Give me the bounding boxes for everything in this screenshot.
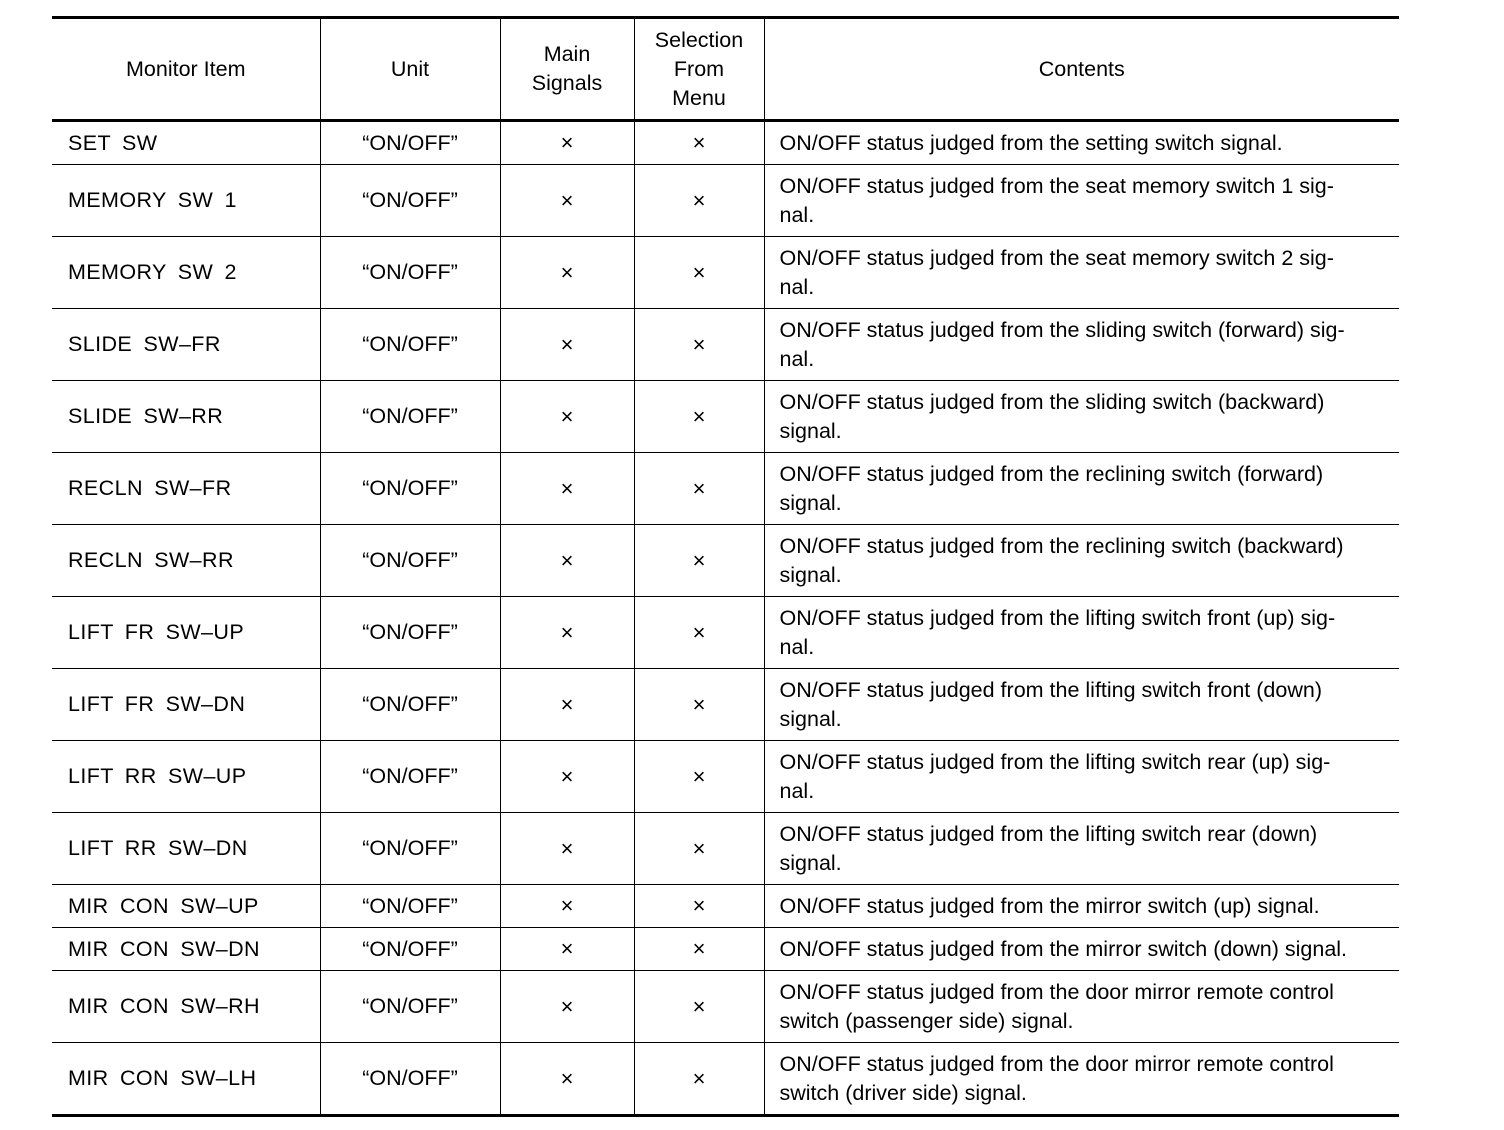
main-signals-cell	[500, 1043, 634, 1116]
selection-from-menu-cell	[634, 597, 764, 669]
contents-cell	[764, 813, 1399, 885]
contents-line: switch (driver side) signal.	[779, 1080, 1027, 1105]
cross-mark-icon: ×	[560, 403, 574, 429]
cross-mark-icon: ×	[692, 835, 706, 861]
main-signals-cell	[500, 813, 634, 885]
contents-line: ON/OFF status judged from the lifting switch rear (up) sig-	[779, 749, 1331, 774]
contents-line: signal.	[779, 490, 842, 515]
header-unit: Unit	[320, 18, 500, 121]
table-row	[52, 381, 1399, 453]
header-selection-line: Selection	[654, 27, 744, 52]
contents-line: nal.	[779, 274, 815, 299]
contents-line: signal.	[779, 706, 842, 731]
header-main-signals-line: Signals	[531, 71, 603, 95]
unit-cell: “ON/OFF”	[320, 971, 500, 1043]
contents-cell	[764, 121, 1399, 165]
main-signals-cell	[500, 165, 634, 237]
contents-line: nal.	[779, 778, 815, 803]
monitor-item-cell: RECLN SW–RR	[52, 525, 320, 597]
table-row	[52, 165, 1399, 237]
cross-mark-icon: ×	[692, 1065, 706, 1091]
table-row	[52, 928, 1399, 971]
main-signals-cell	[500, 121, 634, 165]
table-row	[52, 237, 1399, 309]
header-selection-from-menu	[634, 18, 764, 121]
cross-mark-icon: ×	[560, 893, 574, 918]
cross-mark-icon: ×	[692, 130, 706, 155]
table-row	[52, 453, 1399, 525]
cross-mark-icon: ×	[560, 993, 574, 1019]
contents-line: ON/OFF status judged from the lifting switch front (down)	[779, 677, 1322, 702]
unit-cell: “ON/OFF”	[320, 237, 500, 309]
contents-cell	[764, 309, 1399, 381]
header-main-signals-line: Main	[543, 42, 591, 66]
table-row	[52, 669, 1399, 741]
monitor-item-cell: MEMORY SW 2	[52, 237, 320, 309]
contents-line: ON/OFF status judged from the door mirror remote control	[779, 979, 1334, 1004]
cross-mark-icon: ×	[560, 547, 574, 573]
cross-mark-icon: ×	[560, 259, 574, 285]
header-contents: Contents	[764, 18, 1399, 121]
contents-line: ON/OFF status judged from the reclining switch (forward)	[779, 461, 1324, 486]
main-signals-cell	[500, 237, 634, 309]
cross-mark-icon: ×	[560, 619, 574, 645]
selection-from-menu-cell	[634, 121, 764, 165]
unit-cell: “ON/OFF”	[320, 309, 500, 381]
unit-cell: “ON/OFF”	[320, 741, 500, 813]
monitor-item-cell: LIFT RR SW–UP	[52, 741, 320, 813]
monitor-item-cell: LIFT RR SW–DN	[52, 813, 320, 885]
table-row	[52, 121, 1399, 165]
unit-cell: “ON/OFF”	[320, 1043, 500, 1116]
selection-from-menu-cell	[634, 165, 764, 237]
contents-cell	[764, 453, 1399, 525]
contents-line: ON/OFF status judged from the door mirror remote control	[779, 1051, 1334, 1076]
table-row	[52, 309, 1399, 381]
cross-mark-icon: ×	[692, 259, 706, 285]
contents-cell	[764, 525, 1399, 597]
unit-cell: “ON/OFF”	[320, 885, 500, 928]
contents-cell	[764, 885, 1399, 928]
contents-line: ON/OFF status judged from the sliding switch (backward)	[779, 389, 1325, 414]
selection-from-menu-cell	[634, 885, 764, 928]
contents-line: nal.	[779, 346, 815, 371]
monitor-item-cell: SET SW	[52, 121, 320, 165]
cross-mark-icon: ×	[560, 331, 574, 357]
main-signals-cell	[500, 525, 634, 597]
table-row	[52, 813, 1399, 885]
monitor-item-cell: MIR CON SW–DN	[52, 928, 320, 971]
monitor-item-cell: MEMORY SW 1	[52, 165, 320, 237]
contents-cell	[764, 669, 1399, 741]
main-signals-cell	[500, 885, 634, 928]
cross-mark-icon: ×	[692, 547, 706, 573]
header-selection-line: From	[673, 56, 725, 81]
contents-cell	[764, 597, 1399, 669]
table-row	[52, 597, 1399, 669]
selection-from-menu-cell	[634, 381, 764, 453]
unit-cell: “ON/OFF”	[320, 165, 500, 237]
unit-cell: “ON/OFF”	[320, 597, 500, 669]
contents-line: ON/OFF status judged from the mirror switch (down) signal.	[779, 936, 1348, 961]
selection-from-menu-cell	[634, 525, 764, 597]
monitor-item-table	[52, 16, 1399, 1117]
main-signals-cell	[500, 453, 634, 525]
monitor-item-cell: SLIDE SW–FR	[52, 309, 320, 381]
unit-cell: “ON/OFF”	[320, 525, 500, 597]
contents-line: ON/OFF status judged from the setting switch signal.	[779, 130, 1283, 155]
cross-mark-icon: ×	[560, 475, 574, 501]
table-row	[52, 741, 1399, 813]
monitor-item-cell: SLIDE SW–RR	[52, 381, 320, 453]
table-row	[52, 885, 1399, 928]
unit-cell: “ON/OFF”	[320, 381, 500, 453]
unit-cell: “ON/OFF”	[320, 453, 500, 525]
cross-mark-icon: ×	[692, 691, 706, 717]
monitor-item-cell: LIFT FR SW–DN	[52, 669, 320, 741]
cross-mark-icon: ×	[560, 187, 574, 213]
contents-line: nal.	[779, 202, 815, 227]
header-main-signals	[500, 18, 634, 121]
contents-cell	[764, 741, 1399, 813]
main-signals-cell	[500, 381, 634, 453]
table-body	[52, 121, 1399, 1116]
cross-mark-icon: ×	[560, 130, 574, 155]
main-signals-cell	[500, 669, 634, 741]
unit-cell: “ON/OFF”	[320, 928, 500, 971]
contents-cell	[764, 381, 1399, 453]
main-signals-cell	[500, 971, 634, 1043]
selection-from-menu-cell	[634, 741, 764, 813]
monitor-item-cell: LIFT FR SW–UP	[52, 597, 320, 669]
contents-line: ON/OFF status judged from the seat memory switch 1 sig-	[779, 173, 1334, 198]
cross-mark-icon: ×	[692, 475, 706, 501]
table-row	[52, 971, 1399, 1043]
main-signals-cell	[500, 928, 634, 971]
monitor-item-cell: MIR CON SW–UP	[52, 885, 320, 928]
contents-line: nal.	[779, 634, 815, 659]
contents-cell	[764, 165, 1399, 237]
table-row	[52, 525, 1399, 597]
main-signals-cell	[500, 309, 634, 381]
selection-from-menu-cell	[634, 971, 764, 1043]
cross-mark-icon: ×	[560, 691, 574, 717]
contents-line: ON/OFF status judged from the lifting switch front (up) sig-	[779, 605, 1336, 630]
contents-line: signal.	[779, 850, 842, 875]
unit-cell: “ON/OFF”	[320, 121, 500, 165]
selection-from-menu-cell	[634, 813, 764, 885]
contents-cell	[764, 971, 1399, 1043]
cross-mark-icon: ×	[692, 187, 706, 213]
contents-line: signal.	[779, 562, 842, 587]
cross-mark-icon: ×	[692, 893, 706, 918]
monitor-item-cell: MIR CON SW–RH	[52, 971, 320, 1043]
contents-cell	[764, 237, 1399, 309]
monitor-item-cell: MIR CON SW–LH	[52, 1043, 320, 1116]
selection-from-menu-cell	[634, 1043, 764, 1116]
contents-line: ON/OFF status judged from the sliding switch (forward) sig-	[779, 317, 1345, 342]
header-selection-line: Menu	[672, 85, 726, 110]
selection-from-menu-cell	[634, 453, 764, 525]
table-header-row	[52, 18, 1399, 121]
cross-mark-icon: ×	[692, 403, 706, 429]
selection-from-menu-cell	[634, 309, 764, 381]
selection-from-menu-cell	[634, 237, 764, 309]
cross-mark-icon: ×	[692, 763, 706, 789]
unit-cell: “ON/OFF”	[320, 813, 500, 885]
selection-from-menu-cell	[634, 669, 764, 741]
cross-mark-icon: ×	[560, 936, 574, 961]
contents-line: ON/OFF status judged from the seat memory switch 2 sig-	[779, 245, 1334, 270]
contents-cell	[764, 1043, 1399, 1116]
contents-line: ON/OFF status judged from the mirror switch (up) signal.	[779, 893, 1320, 918]
contents-line: ON/OFF status judged from the reclining switch (backward)	[779, 533, 1344, 558]
cross-mark-icon: ×	[560, 835, 574, 861]
contents-line: ON/OFF status judged from the lifting switch rear (down)	[779, 821, 1318, 846]
cross-mark-icon: ×	[560, 763, 574, 789]
cross-mark-icon: ×	[692, 936, 706, 961]
contents-line: signal.	[779, 418, 842, 443]
contents-line: switch (passenger side) signal.	[779, 1008, 1074, 1033]
header-monitor-item: Monitor Item	[52, 18, 320, 121]
cross-mark-icon: ×	[560, 1065, 574, 1091]
unit-cell: “ON/OFF”	[320, 669, 500, 741]
selection-from-menu-cell	[634, 928, 764, 971]
monitor-item-cell: RECLN SW–FR	[52, 453, 320, 525]
cross-mark-icon: ×	[692, 993, 706, 1019]
main-signals-cell	[500, 741, 634, 813]
cross-mark-icon: ×	[692, 619, 706, 645]
main-signals-cell	[500, 597, 634, 669]
contents-cell	[764, 928, 1399, 971]
cross-mark-icon: ×	[692, 331, 706, 357]
table-row	[52, 1043, 1399, 1116]
